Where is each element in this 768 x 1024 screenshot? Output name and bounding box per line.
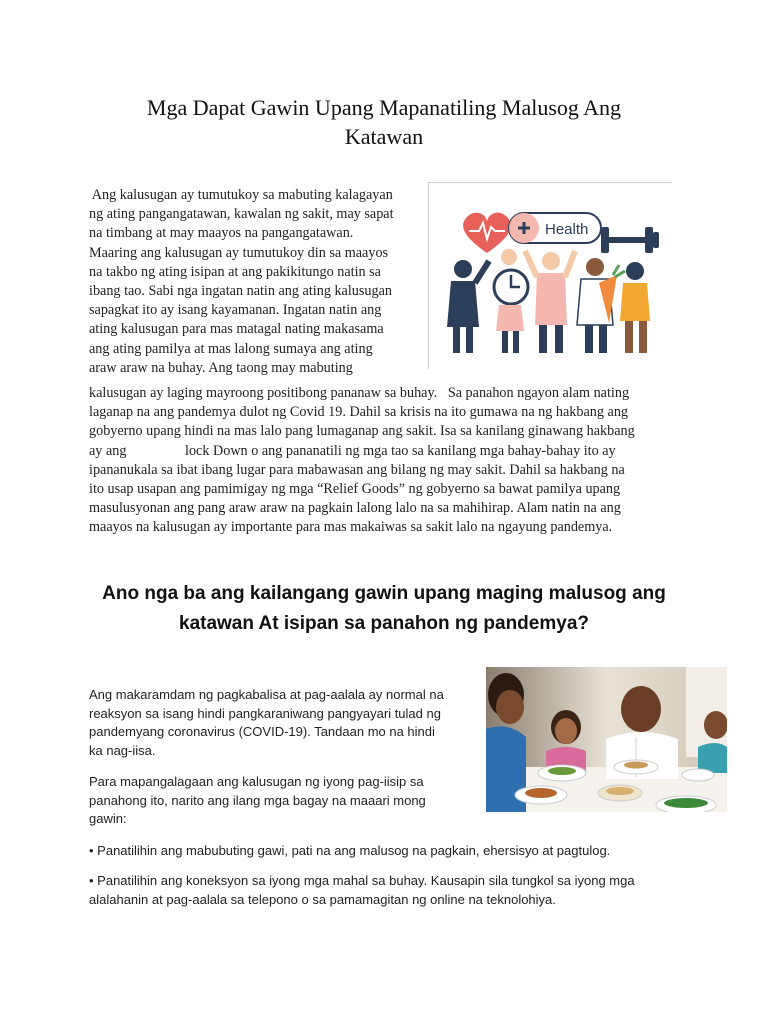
section-heading: Ano nga ba ang kailangang gawin upang maging malusog ang katawan At isipan sa panahon ng pandemya? (102, 583, 666, 634)
intro-line: maayos na kalusugan ay importante para mas makaiwas sa sakit lalo na ngayung pandemya. (89, 519, 613, 536)
paragraph-line: reaksyon sa isang hindi pangkaraniwang pangyayari tulad ng (89, 705, 441, 721)
paragraph-line: gawin: (89, 811, 127, 826)
intro-line: kalusugan ay laging mayroong positibong pananaw sa buhay. Sa panahon ngayon alam nating (89, 385, 630, 401)
intro-line: Maaring ang kalusugan ay tumutukoy din sa maayos (89, 244, 389, 261)
bullet-text: • Panatilihin ang mabubuting gawi, pati na ang malusog na pagkain, ehersisyo at pagtulog. (89, 843, 611, 858)
health-badge-text: Health (545, 221, 589, 238)
intro-line: na timbang at may maayos na pangangatawan. (89, 225, 354, 242)
intro-line: masulusyonan ang pang araw araw na pagkain lalong lalo na sa mahihirap. Alam natin na ang (89, 500, 621, 517)
family-meal-image (486, 667, 727, 812)
dumbbell-icon (601, 227, 659, 253)
intro-line: ibang tao. Sabi nga ingatan natin ang ating kalusugan (89, 283, 392, 300)
person-figure (525, 251, 575, 353)
paragraph-mental-health (89, 773, 469, 829)
person-figure (620, 262, 650, 353)
intro-line-gap-start: ay ang (89, 442, 127, 459)
intro-line: ito usap usapan ang pamimigay ng mga “Relief Goods” ng gobyerno sa bawat pamilya upang (89, 481, 621, 498)
family-meal-photo (486, 667, 727, 812)
bullet-item (89, 872, 689, 909)
intro-line: ipananukala sa ibat ibang lugar para mabawasan ang bilang ng may sakit. Dahil sa hakbang na (89, 461, 625, 478)
intro-line: ang ating pamilya at mas lalong sumaya ang ating (89, 340, 373, 357)
bullet-text-line: • Panatilihin ang koneksyon sa iyong mga mahal sa buhay. Kausapin sila tungkol sa iyong mga (89, 873, 635, 888)
intro-line: gobyerno upang hindi na mas lalo pang lumaganap ang sakit. Isa sa kanilang ginawang hakbang (89, 423, 635, 440)
intro-line: ating kalusugan para mas matagal nating makasama (89, 321, 384, 338)
intro-line: sapagkat ito ay isang kayamanan. Ingatan natin ang (89, 302, 382, 319)
intro-paragraph-narrow (89, 186, 419, 378)
intro-line: araw araw na buhay. Ang taong may mabuting (89, 359, 353, 376)
intro-line: ng ating pangangatawan, kawalan ng sakit, may sapat (89, 206, 394, 223)
intro-line-gap-end: lock Down o ang pananatili ng mga tao sa kanilang mga bahay-bahay ito ay (185, 442, 616, 459)
bullet-item (89, 842, 689, 861)
intro-paragraph-wide (89, 384, 674, 538)
bullet-text-line: alalahanin at pag-aalala sa telepono o sa pamamagitan ng online na teknolohiya. (89, 891, 556, 907)
paragraph-line: pandemyang coronavirus (COVID-19). Tandaan mo na hindi (89, 724, 435, 739)
person-figure (447, 260, 489, 353)
health-illustration (428, 182, 672, 369)
paragraph-line: panahong ito, narito ang ilang mga bagay na maaari mong (89, 792, 426, 808)
clock-icon (494, 270, 528, 304)
paragraph-line: Ang makaramdam ng pagkabalisa at pag-aalala ay normal na (89, 687, 444, 702)
paragraph-line: ka nag-iisa. (89, 742, 156, 758)
health-badge (509, 213, 601, 243)
paragraph-line: Para mapangalagaan ang kalusugan ng iyong pag-iisip sa (89, 774, 424, 789)
health-people-illustration (429, 183, 672, 369)
intro-line-with-gap (89, 442, 674, 461)
heart-icon (463, 213, 511, 253)
intro-line: na takbo ng ating isipan at ang pakikitungo natin sa (89, 263, 381, 280)
intro-line: laganap na ang pandemya dulot ng Covid 19. Dahil sa krisis na ito gumawa na ng hakbang ang (89, 404, 629, 421)
paragraph-anxiety (89, 686, 469, 760)
intro-line: Ang kalusugan ay tumutukoy sa mabuting kalagayan (89, 187, 393, 203)
document-title: Mga Dapat Gawin Upang Mapanatiling Malusog Ang Katawan (146, 95, 622, 149)
